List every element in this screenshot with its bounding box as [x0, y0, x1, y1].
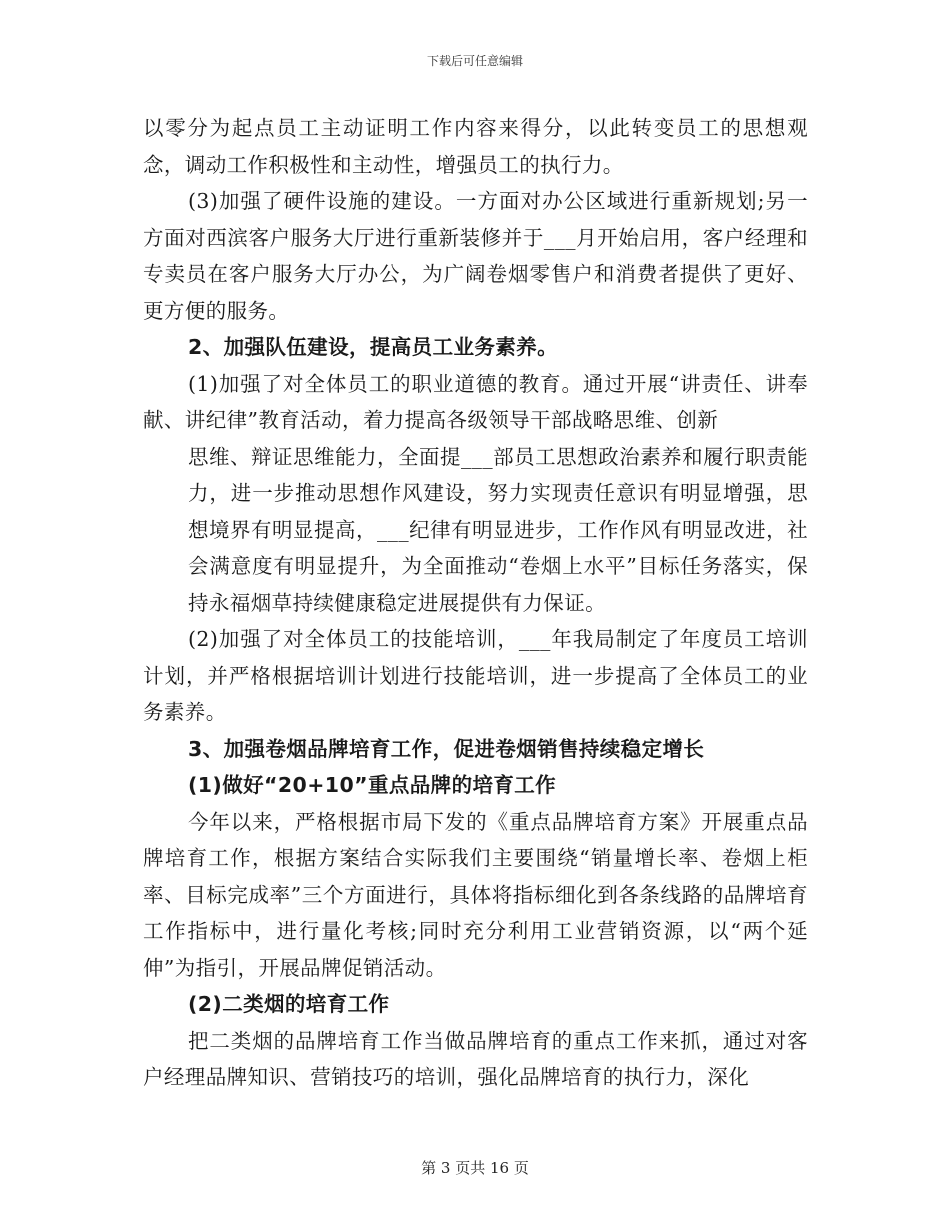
paragraph-key-brands: 今年以来，严格根据市局下发的《重点品牌培育方案》开展重点品牌培育工作，根据方案结合实际我们主要围绕“销量增长率、卷烟上柜率、目标完成率”三个方面进行，具体将指标细化到各条线路的品牌培育工作指标中，进行量化考核;同时充分利用工业营销资源，以“两个延伸”为指引，开展品牌促销活动。 [143, 809, 808, 980]
paragraph-hardware: (3)加强了硬件设施的建设。一方面对办公区域进行重新规划;另一方面对西滨客户服务大厅进行重新装修并于___月开始启用，客户经理和专卖员在客户服务大厅办公，为广阔卷烟零售户和消费者提供了更好、更方便的服务。 [143, 189, 808, 323]
subheading-class-two: (2)二类烟的培育工作 [188, 992, 390, 1016]
document-body [143, 110, 808, 1096]
section-heading-brand: 3、加强卷烟品牌培育工作，促进卷烟销售持续稳定增长 [188, 736, 705, 761]
subheading-key-brands: (1)做好“20+10”重点品牌的培育工作 [188, 773, 557, 797]
paragraph-training: (2)加强了对全体员工的技能培训，___年我局制定了年度员工培训计划，并严格根据培训计划进行技能培训，进一步提高了全体员工的业务素养。 [143, 627, 808, 724]
section-heading-team: 2、加强队伍建设，提高员工业务素养。 [188, 335, 558, 359]
page-header: 下载后可任意编辑 [426, 54, 523, 68]
page-footer: 第 3 页共 16 页 [421, 1159, 529, 1177]
paragraph-continued: 以零分为起点员工主动证明工作内容来得分，以此转变员工的思想观念，调动工作积极性和主动性，增强员工的执行力。 [143, 116, 808, 177]
paragraph-ethics: (1)加强了对全体员工的职业道德的教育。通过开展“讲责任、讲奉献、讲纪律”教育活动，着力提高各级领导干部战略思维、创新 [143, 371, 808, 432]
paragraph-class-two: 把二类烟的品牌培育工作当做品牌培育的重点工作来抓，通过对客户经理品牌知识、营销技巧的培训，强化品牌培育的执行力，深化 [143, 1028, 808, 1089]
paragraph-ethics-continued: 思维、辩证思维能力，全面提___部员工思想政治素养和履行职责能力，进一步推动思想作风建设，努力实现责任意识有明显增强，思想境界有明显提高，___纪律有明显进步，工作作风有明显改进，社会满意度有明显提升，为全面推动“卷烟上水平”目标任务落实，保持永福烟草持续健康稳定进展提供有力保证。 [188, 444, 808, 615]
